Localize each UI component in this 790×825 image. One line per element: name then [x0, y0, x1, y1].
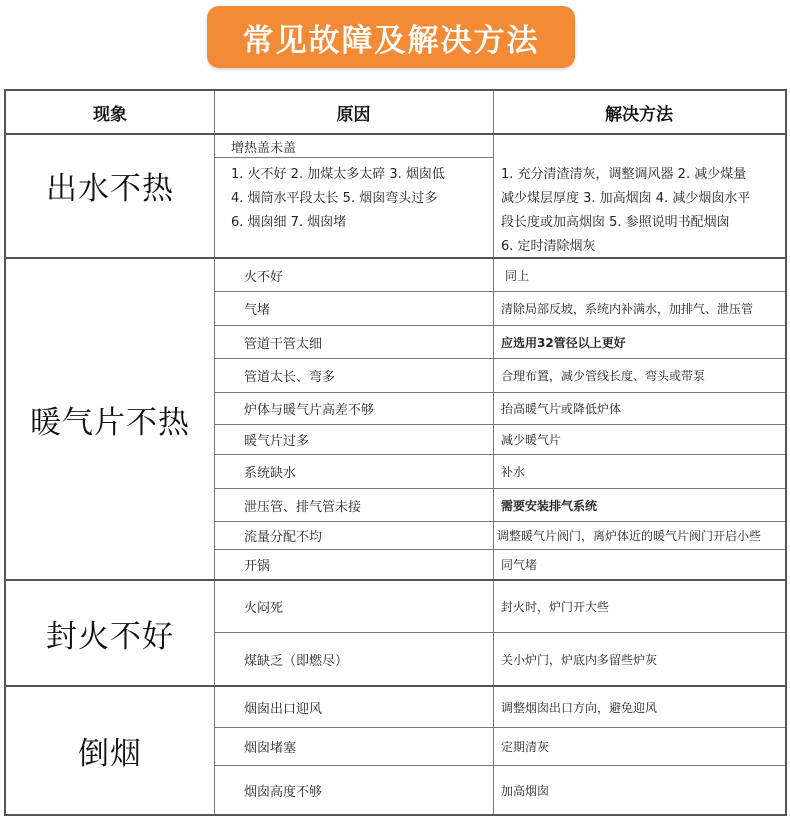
- page-title: 常见故障及解决方法: [242, 22, 540, 59]
- symptom-backdraft: 倒烟: [78, 736, 142, 772]
- cause-row: 暖气片过多: [244, 434, 310, 449]
- fix-row: 减少暖气片: [501, 433, 562, 447]
- cause-cover-not-closed: 增热盖未盖: [231, 141, 297, 156]
- cause-line: 1. 火不好 2. 加煤太多太碎 3. 烟囱低: [231, 167, 445, 182]
- fix-row: 加高烟囱: [501, 783, 550, 798]
- cause-row: 炉体与暖气片高差不够: [244, 403, 375, 418]
- fix-row: 应选用32管径以上更好: [501, 335, 626, 350]
- symptom-radiator-not-hot: 暖气片不热: [30, 404, 190, 441]
- cause-row: 火不好: [244, 269, 284, 285]
- fix-line: 6. 定时清除烟灰: [501, 239, 596, 254]
- fix-row: 补水: [501, 465, 526, 479]
- fix-list-no-hot-water: [493, 163, 785, 253]
- fix-row: 抬高暖气片或降低炉体: [501, 402, 622, 416]
- title-pill: [207, 6, 575, 68]
- header-symptom: 现象: [93, 105, 127, 125]
- fix-row: 同气堵: [501, 558, 538, 572]
- cause-row: 系统缺水: [244, 466, 297, 481]
- fix-line: 减少煤层厚度 3. 加高烟囱 4. 减少烟囱水平: [501, 191, 751, 206]
- cause-line: 4. 烟筒水平段太长 5. 烟囱弯头过多: [231, 191, 438, 206]
- cause-row: 气堵: [244, 303, 271, 318]
- fix-row: 需要安装排气系统: [501, 498, 598, 513]
- fix-row: 调整烟囱出口方向，避免迎风: [501, 700, 658, 715]
- row-divider: [214, 157, 493, 158]
- cause-row: 烟囱高度不够: [244, 784, 323, 800]
- cause-row: 开锅: [244, 559, 271, 574]
- fix-line: 段长度或加高烟囱 5. 参照说明书配烟囱: [501, 215, 730, 230]
- fix-row: 合理布置，减少管线长度、弯头或带泵: [501, 369, 706, 383]
- cause-list-no-hot-water: [214, 163, 493, 233]
- header-solution: 解决方法: [605, 105, 673, 125]
- fix-row: 调整暖气片阀门，离炉体近的暖气片阀门开启小些: [497, 529, 762, 543]
- cause-row: 煤缺乏（即燃尽）: [244, 653, 349, 669]
- header-cause: 原因: [336, 105, 371, 125]
- fault-table: [4, 89, 787, 816]
- fix-row: 同上: [505, 268, 530, 283]
- cause-row: 流量分配不均: [244, 530, 323, 545]
- cause-line: 6. 烟囱细 7. 烟囱堵: [231, 215, 347, 230]
- cause-row: 管道干管太细: [244, 336, 323, 352]
- cause-row: 烟囱出口迎风: [244, 701, 323, 717]
- fix-row: 封火时，炉门开大些: [501, 600, 610, 614]
- fix-line: 1. 充分清渣清灰，调整调风器 2. 减少煤量: [501, 167, 747, 182]
- symptom-no-hot-water: 出水不热: [46, 170, 174, 207]
- cause-row: 泄压管、排气管未接: [244, 499, 362, 515]
- cause-row: 火闷死: [244, 601, 284, 616]
- cause-row: 管道太长、弯多: [244, 370, 336, 385]
- title-banner: [0, 0, 790, 88]
- symptom-banking-fire-poor: 封火不好: [46, 618, 174, 655]
- fix-row: 关小炉门，炉底内多留些炉灰: [501, 652, 658, 667]
- cause-row: 烟囱堵塞: [244, 741, 297, 756]
- fix-row: 清除局部反坡，系统内补满水，加排气、泄压管: [501, 302, 754, 316]
- fix-row: 定期清灰: [501, 740, 550, 754]
